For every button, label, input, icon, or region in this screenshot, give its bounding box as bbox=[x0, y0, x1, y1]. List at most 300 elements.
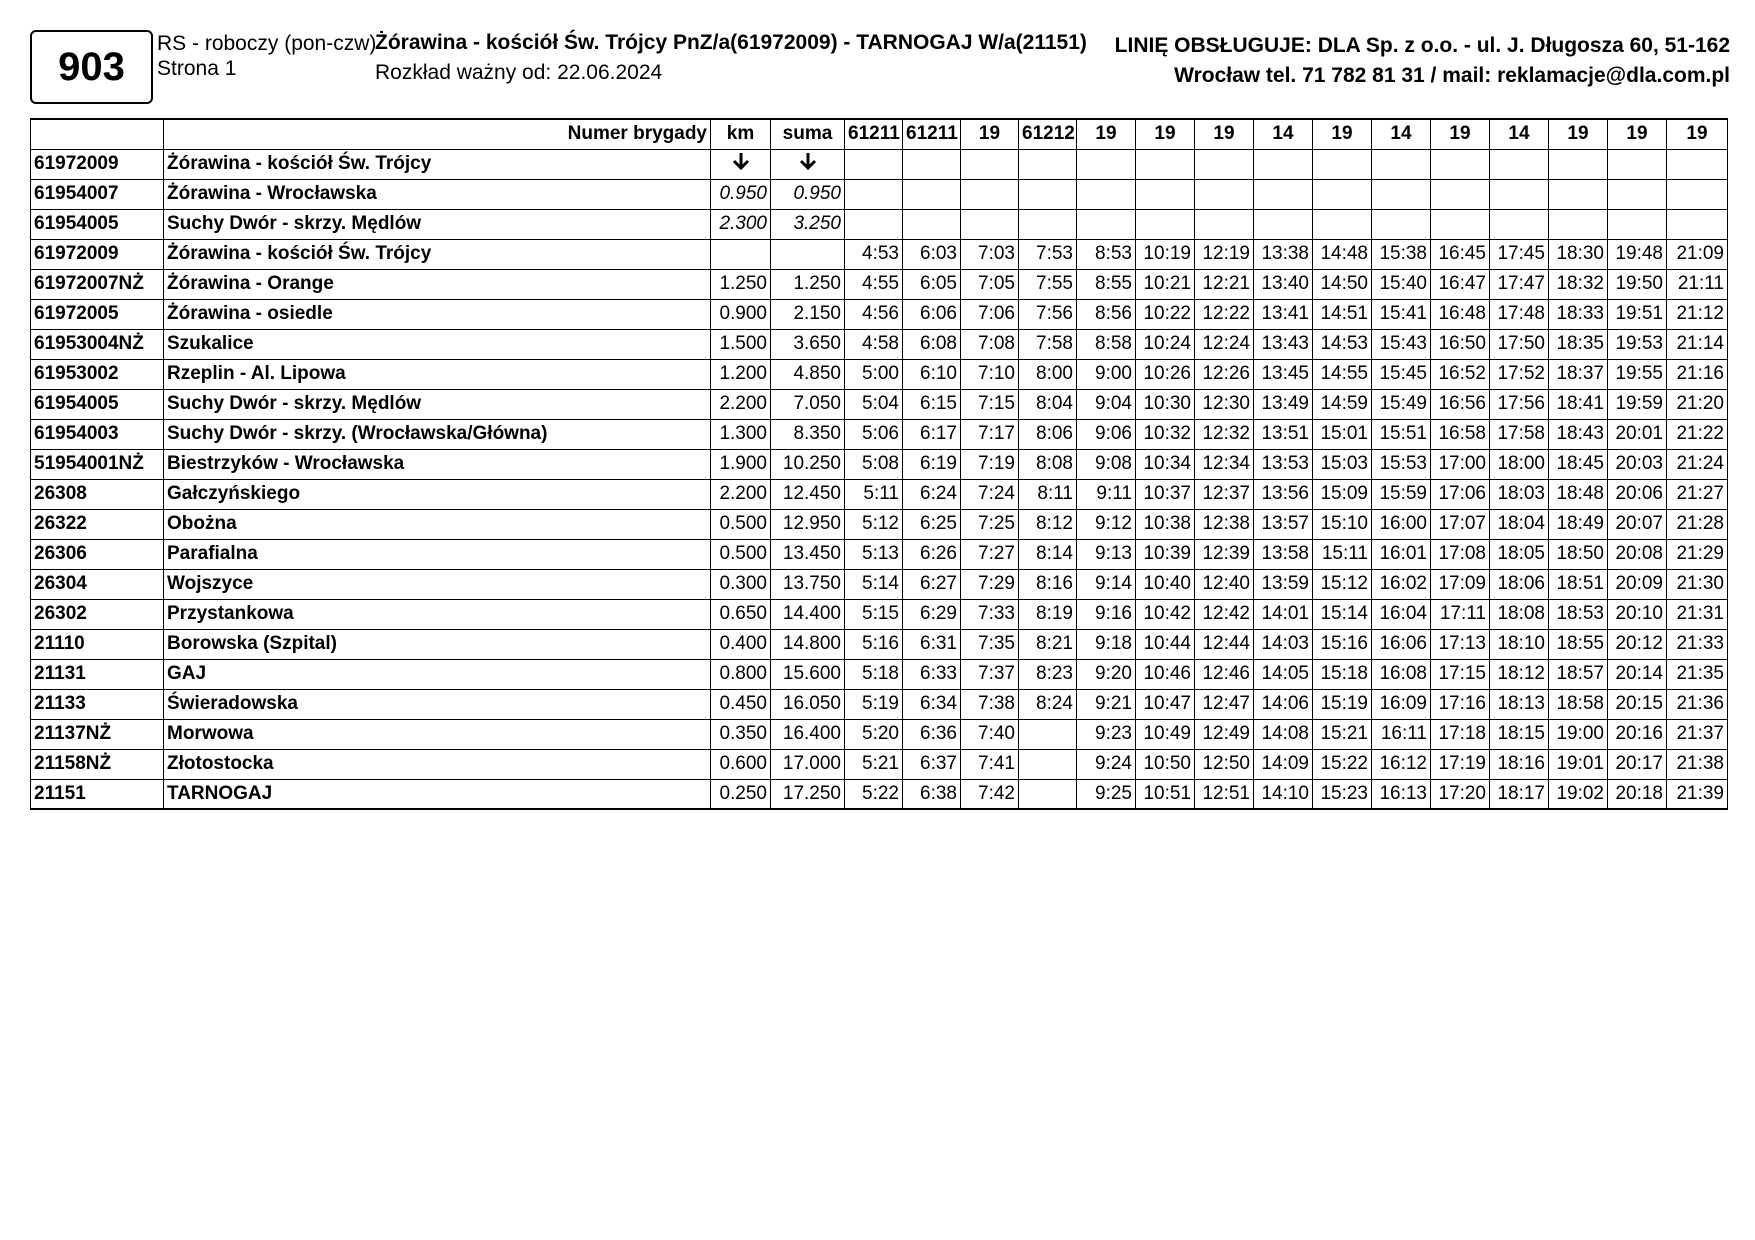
departure-time: 13:57 bbox=[1254, 509, 1313, 539]
departure-time: 6:05 bbox=[903, 269, 961, 299]
departure-time: 13:45 bbox=[1254, 359, 1313, 389]
departure-time: 21:20 bbox=[1667, 389, 1728, 419]
departure-time: 16:04 bbox=[1372, 599, 1431, 629]
departure-time: 14:03 bbox=[1254, 629, 1313, 659]
departure-time: 20:01 bbox=[1608, 419, 1667, 449]
departure-time bbox=[845, 179, 903, 209]
departure-time: 9:20 bbox=[1077, 659, 1136, 689]
departure-time: 18:03 bbox=[1490, 479, 1549, 509]
departure-time bbox=[1372, 209, 1431, 239]
departure-time bbox=[1431, 209, 1490, 239]
departure-time: 15:43 bbox=[1372, 329, 1431, 359]
stop-row bbox=[31, 629, 1728, 659]
departure-time: 4:56 bbox=[845, 299, 903, 329]
departure-time: 5:06 bbox=[845, 419, 903, 449]
departure-time: 6:27 bbox=[903, 569, 961, 599]
departure-time: 14:05 bbox=[1254, 659, 1313, 689]
departure-time: 7:17 bbox=[961, 419, 1019, 449]
departure-time: 7:42 bbox=[961, 779, 1019, 809]
stop-name: Rzeplin - Al. Lipowa bbox=[164, 359, 711, 389]
departure-time: 17:50 bbox=[1490, 329, 1549, 359]
stop-km: 2.200 bbox=[711, 389, 771, 419]
departure-time: 17:08 bbox=[1431, 539, 1490, 569]
departure-time bbox=[1254, 179, 1313, 209]
stop-id: 51954001NŻ bbox=[31, 449, 164, 479]
departure-time: 7:38 bbox=[961, 689, 1019, 719]
stop-km: 1.200 bbox=[711, 359, 771, 389]
departure-time: 15:23 bbox=[1313, 779, 1372, 809]
departure-time: 16:02 bbox=[1372, 569, 1431, 599]
departure-time bbox=[1667, 179, 1728, 209]
km-header: km bbox=[711, 119, 771, 149]
stop-id: 21151 bbox=[31, 779, 164, 809]
operator-info bbox=[1115, 31, 1730, 91]
brigade-number: 61211 bbox=[845, 119, 903, 149]
stop-id: 21133 bbox=[31, 689, 164, 719]
departure-time: 16:52 bbox=[1431, 359, 1490, 389]
departure-time: 18:05 bbox=[1490, 539, 1549, 569]
valid-from: Rozkład ważny od: 22.06.2024 bbox=[375, 61, 663, 84]
departure-time: 8:06 bbox=[1019, 419, 1077, 449]
departure-time: 17:06 bbox=[1431, 479, 1490, 509]
departure-time: 7:10 bbox=[961, 359, 1019, 389]
day-type-block bbox=[157, 31, 376, 81]
departure-time bbox=[1077, 209, 1136, 239]
stop-sum: 12.950 bbox=[771, 509, 845, 539]
stop-row bbox=[31, 149, 1728, 179]
stop-name: Obożna bbox=[164, 509, 711, 539]
stop-row bbox=[31, 659, 1728, 689]
stop-row bbox=[31, 539, 1728, 569]
departure-time: 6:25 bbox=[903, 509, 961, 539]
brigade-number: 19 bbox=[1608, 119, 1667, 149]
departure-time: 19:55 bbox=[1608, 359, 1667, 389]
stop-sum: 8.350 bbox=[771, 419, 845, 449]
departure-time: 18:17 bbox=[1490, 779, 1549, 809]
departure-time: 13:56 bbox=[1254, 479, 1313, 509]
departure-time bbox=[1019, 179, 1077, 209]
departure-time: 16:12 bbox=[1372, 749, 1431, 779]
departure-time: 4:55 bbox=[845, 269, 903, 299]
departure-time: 8:04 bbox=[1019, 389, 1077, 419]
departure-time: 9:21 bbox=[1077, 689, 1136, 719]
departure-time: 19:48 bbox=[1608, 239, 1667, 269]
departure-time: 15:09 bbox=[1313, 479, 1372, 509]
departure-time: 17:20 bbox=[1431, 779, 1490, 809]
departure-time: 15:16 bbox=[1313, 629, 1372, 659]
departure-time: 6:29 bbox=[903, 599, 961, 629]
departure-time: 7:25 bbox=[961, 509, 1019, 539]
stop-name: Parafialna bbox=[164, 539, 711, 569]
stop-sum: 7.050 bbox=[771, 389, 845, 419]
departure-time: 18:58 bbox=[1549, 689, 1608, 719]
departure-time: 16:11 bbox=[1372, 719, 1431, 749]
departure-time: 19:02 bbox=[1549, 779, 1608, 809]
departure-time: 16:47 bbox=[1431, 269, 1490, 299]
departure-time: 5:20 bbox=[845, 719, 903, 749]
stop-id: 21110 bbox=[31, 629, 164, 659]
departure-time: 12:51 bbox=[1195, 779, 1254, 809]
departure-time: 7:03 bbox=[961, 239, 1019, 269]
departure-time: 18:45 bbox=[1549, 449, 1608, 479]
departure-time: 18:53 bbox=[1549, 599, 1608, 629]
stop-name: Żórawina - osiedle bbox=[164, 299, 711, 329]
departure-time bbox=[1490, 149, 1549, 179]
departure-time: 8:56 bbox=[1077, 299, 1136, 329]
page-number: Strona 1 bbox=[157, 57, 237, 80]
stop-id: 61972009 bbox=[31, 149, 164, 179]
operator-line-2: Wrocław tel. 71 782 81 31 / mail: reklamacje@dla.com.pl bbox=[1174, 64, 1730, 87]
departure-time: 18:06 bbox=[1490, 569, 1549, 599]
departure-time: 6:10 bbox=[903, 359, 961, 389]
departure-time: 17:15 bbox=[1431, 659, 1490, 689]
brigade-number: 19 bbox=[1077, 119, 1136, 149]
departure-time bbox=[903, 179, 961, 209]
departure-time: 13:40 bbox=[1254, 269, 1313, 299]
stop-km: 0.450 bbox=[711, 689, 771, 719]
stop-name: Szukalice bbox=[164, 329, 711, 359]
departure-time bbox=[845, 209, 903, 239]
departure-time: 10:22 bbox=[1136, 299, 1195, 329]
departure-time: 16:06 bbox=[1372, 629, 1431, 659]
departure-time: 12:46 bbox=[1195, 659, 1254, 689]
route-title: Żórawina - kościół Św. Trójcy PnZ/a(61972009) - TARNOGAJ W/a(21151) bbox=[375, 31, 1087, 54]
departure-time: 5:04 bbox=[845, 389, 903, 419]
departure-time: 10:38 bbox=[1136, 509, 1195, 539]
departure-time: 7:33 bbox=[961, 599, 1019, 629]
stop-sum: 12.450 bbox=[771, 479, 845, 509]
departure-time: 14:55 bbox=[1313, 359, 1372, 389]
stop-km bbox=[711, 239, 771, 269]
departure-time: 16:00 bbox=[1372, 509, 1431, 539]
departure-time: 9:14 bbox=[1077, 569, 1136, 599]
departure-time: 10:42 bbox=[1136, 599, 1195, 629]
stop-row bbox=[31, 329, 1728, 359]
departure-time: 7:15 bbox=[961, 389, 1019, 419]
stop-name: Biestrzyków - Wrocławska bbox=[164, 449, 711, 479]
departure-time: 20:16 bbox=[1608, 719, 1667, 749]
stop-km: 0.500 bbox=[711, 539, 771, 569]
departure-time: 6:08 bbox=[903, 329, 961, 359]
departure-time: 8:00 bbox=[1019, 359, 1077, 389]
departure-time: 9:25 bbox=[1077, 779, 1136, 809]
departure-time: 16:01 bbox=[1372, 539, 1431, 569]
line-number: 903 bbox=[30, 30, 153, 104]
stop-sum: 3.250 bbox=[771, 209, 845, 239]
departure-time: 6:31 bbox=[903, 629, 961, 659]
departure-time: 18:37 bbox=[1549, 359, 1608, 389]
stop-row bbox=[31, 209, 1728, 239]
departure-time: 21:33 bbox=[1667, 629, 1728, 659]
departure-time: 12:34 bbox=[1195, 449, 1254, 479]
departure-time: 19:50 bbox=[1608, 269, 1667, 299]
departure-time: 20:10 bbox=[1608, 599, 1667, 629]
departure-time: 21:09 bbox=[1667, 239, 1728, 269]
departure-time: 20:15 bbox=[1608, 689, 1667, 719]
departure-time: 8:12 bbox=[1019, 509, 1077, 539]
departure-time: 17:00 bbox=[1431, 449, 1490, 479]
stop-id: 26322 bbox=[31, 509, 164, 539]
departure-time: 17:52 bbox=[1490, 359, 1549, 389]
departure-time bbox=[1608, 209, 1667, 239]
departure-time: 10:49 bbox=[1136, 719, 1195, 749]
stop-sum: 1.250 bbox=[771, 269, 845, 299]
stop-row bbox=[31, 749, 1728, 779]
stop-km: 1.900 bbox=[711, 449, 771, 479]
stop-sum: 15.600 bbox=[771, 659, 845, 689]
departure-time: 9:08 bbox=[1077, 449, 1136, 479]
stop-id: 61953004NŻ bbox=[31, 329, 164, 359]
departure-time: 13:43 bbox=[1254, 329, 1313, 359]
stop-km: 0.600 bbox=[711, 749, 771, 779]
departure-time: 16:56 bbox=[1431, 389, 1490, 419]
departure-time: 13:51 bbox=[1254, 419, 1313, 449]
stop-sum: 16.050 bbox=[771, 689, 845, 719]
stop-sum bbox=[771, 239, 845, 269]
stop-id: 26302 bbox=[31, 599, 164, 629]
stop-sum: 0.950 bbox=[771, 179, 845, 209]
departure-time bbox=[1019, 779, 1077, 809]
departure-time: 8:16 bbox=[1019, 569, 1077, 599]
departure-time bbox=[1077, 149, 1136, 179]
operator-line-1: LINIĘ OBSŁUGUJE: DLA Sp. z o.o. - ul. J. Długosza 60, 51-162 bbox=[1114, 34, 1730, 57]
stop-id: 21137NŻ bbox=[31, 719, 164, 749]
stop-name: GAJ bbox=[164, 659, 711, 689]
departure-time bbox=[1608, 149, 1667, 179]
departure-time: 18:43 bbox=[1549, 419, 1608, 449]
departure-time: 15:01 bbox=[1313, 419, 1372, 449]
departure-time: 12:26 bbox=[1195, 359, 1254, 389]
stop-name: Żórawina - kościół Św. Trójcy bbox=[164, 149, 711, 179]
departure-time bbox=[1019, 719, 1077, 749]
departure-time: 17:48 bbox=[1490, 299, 1549, 329]
brigade-label: Numer brygady bbox=[164, 119, 711, 149]
departure-time: 12:44 bbox=[1195, 629, 1254, 659]
departure-time: 8:11 bbox=[1019, 479, 1077, 509]
stop-sum: 2.150 bbox=[771, 299, 845, 329]
departure-time: 20:17 bbox=[1608, 749, 1667, 779]
departure-time: 17:18 bbox=[1431, 719, 1490, 749]
departure-time bbox=[1136, 149, 1195, 179]
departure-time: 6:36 bbox=[903, 719, 961, 749]
departure-time: 8:21 bbox=[1019, 629, 1077, 659]
departure-time: 18:48 bbox=[1549, 479, 1608, 509]
departure-time bbox=[1019, 149, 1077, 179]
departure-time bbox=[961, 209, 1019, 239]
departure-time: 17:09 bbox=[1431, 569, 1490, 599]
departure-time: 17:56 bbox=[1490, 389, 1549, 419]
stop-sum: 16.400 bbox=[771, 719, 845, 749]
departure-time: 10:39 bbox=[1136, 539, 1195, 569]
departure-time: 12:39 bbox=[1195, 539, 1254, 569]
departure-time: 14:01 bbox=[1254, 599, 1313, 629]
stop-id: 61954003 bbox=[31, 419, 164, 449]
stop-id: 61953002 bbox=[31, 359, 164, 389]
departure-time: 18:35 bbox=[1549, 329, 1608, 359]
departure-time: 20:03 bbox=[1608, 449, 1667, 479]
departure-time bbox=[1019, 209, 1077, 239]
departure-time bbox=[1549, 209, 1608, 239]
departure-time: 12:24 bbox=[1195, 329, 1254, 359]
departure-time: 5:18 bbox=[845, 659, 903, 689]
departure-time: 21:16 bbox=[1667, 359, 1728, 389]
stop-id: 61954005 bbox=[31, 389, 164, 419]
stop-row bbox=[31, 569, 1728, 599]
departure-time: 14:09 bbox=[1254, 749, 1313, 779]
departure-time: 15:49 bbox=[1372, 389, 1431, 419]
departure-time: 8:23 bbox=[1019, 659, 1077, 689]
stop-name: Przystankowa bbox=[164, 599, 711, 629]
departure-time: 17:19 bbox=[1431, 749, 1490, 779]
departure-time: 6:37 bbox=[903, 749, 961, 779]
departure-time bbox=[1313, 209, 1372, 239]
departure-time: 8:58 bbox=[1077, 329, 1136, 359]
departure-time: 14:53 bbox=[1313, 329, 1372, 359]
departure-time: 15:21 bbox=[1313, 719, 1372, 749]
departure-time bbox=[1431, 179, 1490, 209]
departure-time: 20:09 bbox=[1608, 569, 1667, 599]
departure-time: 9:18 bbox=[1077, 629, 1136, 659]
stop-km: 0.950 bbox=[711, 179, 771, 209]
departure-time: 18:51 bbox=[1549, 569, 1608, 599]
departure-time: 18:00 bbox=[1490, 449, 1549, 479]
departure-time: 13:59 bbox=[1254, 569, 1313, 599]
departure-time bbox=[961, 179, 1019, 209]
departure-time: 8:14 bbox=[1019, 539, 1077, 569]
departure-time bbox=[1313, 149, 1372, 179]
departure-time: 15:19 bbox=[1313, 689, 1372, 719]
departure-time: 7:19 bbox=[961, 449, 1019, 479]
stop-row bbox=[31, 509, 1728, 539]
departure-time: 10:47 bbox=[1136, 689, 1195, 719]
departure-time: 6:15 bbox=[903, 389, 961, 419]
departure-time: 9:06 bbox=[1077, 419, 1136, 449]
stop-sum: 14.800 bbox=[771, 629, 845, 659]
departure-time: 15:03 bbox=[1313, 449, 1372, 479]
stop-row bbox=[31, 239, 1728, 269]
stop-sum: 13.750 bbox=[771, 569, 845, 599]
stop-row bbox=[31, 719, 1728, 749]
departure-time: 10:34 bbox=[1136, 449, 1195, 479]
departure-time: 7:24 bbox=[961, 479, 1019, 509]
departure-time bbox=[903, 209, 961, 239]
departure-time: 5:19 bbox=[845, 689, 903, 719]
departure-time: 7:40 bbox=[961, 719, 1019, 749]
brigade-number: 61211 bbox=[903, 119, 961, 149]
departure-time: 5:00 bbox=[845, 359, 903, 389]
stop-sum: 17.250 bbox=[771, 779, 845, 809]
departure-time: 15:59 bbox=[1372, 479, 1431, 509]
departure-time bbox=[1313, 179, 1372, 209]
departure-time bbox=[1667, 209, 1728, 239]
departure-time: 6:34 bbox=[903, 689, 961, 719]
stop-id: 21131 bbox=[31, 659, 164, 689]
departure-time: 16:50 bbox=[1431, 329, 1490, 359]
departure-time bbox=[1431, 149, 1490, 179]
departure-time bbox=[1608, 179, 1667, 209]
departure-time: 15:41 bbox=[1372, 299, 1431, 329]
departure-time: 5:22 bbox=[845, 779, 903, 809]
departure-time: 7:05 bbox=[961, 269, 1019, 299]
departure-time: 15:12 bbox=[1313, 569, 1372, 599]
departure-time: 6:19 bbox=[903, 449, 961, 479]
departure-time: 16:13 bbox=[1372, 779, 1431, 809]
departure-time: 19:51 bbox=[1608, 299, 1667, 329]
departure-time bbox=[1667, 149, 1728, 179]
departure-time: 6:24 bbox=[903, 479, 961, 509]
departure-time: 10:40 bbox=[1136, 569, 1195, 599]
stop-name: Morwowa bbox=[164, 719, 711, 749]
departure-time: 21:11 bbox=[1667, 269, 1728, 299]
departure-time bbox=[1549, 149, 1608, 179]
departure-time: 20:18 bbox=[1608, 779, 1667, 809]
departure-time: 18:04 bbox=[1490, 509, 1549, 539]
departure-time bbox=[1549, 179, 1608, 209]
departure-time: 5:21 bbox=[845, 749, 903, 779]
stop-sum: 13.450 bbox=[771, 539, 845, 569]
departure-time: 18:16 bbox=[1490, 749, 1549, 779]
stop-name: Świeradowska bbox=[164, 689, 711, 719]
departure-time: 18:33 bbox=[1549, 299, 1608, 329]
timetable bbox=[30, 118, 1728, 810]
departure-time: 12:40 bbox=[1195, 569, 1254, 599]
departure-time: 14:10 bbox=[1254, 779, 1313, 809]
departure-time: 6:26 bbox=[903, 539, 961, 569]
stop-row bbox=[31, 299, 1728, 329]
departure-time: 10:24 bbox=[1136, 329, 1195, 359]
stop-row bbox=[31, 359, 1728, 389]
stop-name: Wojszyce bbox=[164, 569, 711, 599]
brigade-number: 19 bbox=[1136, 119, 1195, 149]
departure-time: 21:31 bbox=[1667, 599, 1728, 629]
header-id-cell bbox=[31, 119, 164, 149]
stop-sum: 4.850 bbox=[771, 359, 845, 389]
down-arrow-icon bbox=[732, 151, 750, 177]
stop-row bbox=[31, 389, 1728, 419]
departure-time: 18:12 bbox=[1490, 659, 1549, 689]
departure-time: 5:14 bbox=[845, 569, 903, 599]
stop-km: 0.250 bbox=[711, 779, 771, 809]
stop-id: 61972005 bbox=[31, 299, 164, 329]
stop-row bbox=[31, 779, 1728, 809]
departure-time: 9:24 bbox=[1077, 749, 1136, 779]
departure-time bbox=[1254, 209, 1313, 239]
departure-time: 9:00 bbox=[1077, 359, 1136, 389]
departure-time: 12:42 bbox=[1195, 599, 1254, 629]
departure-time: 7:55 bbox=[1019, 269, 1077, 299]
departure-time: 6:33 bbox=[903, 659, 961, 689]
departure-time: 9:16 bbox=[1077, 599, 1136, 629]
departure-time: 10:32 bbox=[1136, 419, 1195, 449]
brigade-number: 19 bbox=[1313, 119, 1372, 149]
departure-time: 10:30 bbox=[1136, 389, 1195, 419]
departure-time: 15:18 bbox=[1313, 659, 1372, 689]
departure-time: 5:08 bbox=[845, 449, 903, 479]
departure-time: 4:53 bbox=[845, 239, 903, 269]
departure-time: 17:13 bbox=[1431, 629, 1490, 659]
departure-time: 16:58 bbox=[1431, 419, 1490, 449]
departure-time bbox=[1490, 209, 1549, 239]
departure-time: 7:35 bbox=[961, 629, 1019, 659]
stop-km: 2.200 bbox=[711, 479, 771, 509]
departure-time: 18:10 bbox=[1490, 629, 1549, 659]
departure-time: 21:29 bbox=[1667, 539, 1728, 569]
departure-time: 13:41 bbox=[1254, 299, 1313, 329]
brigade-number: 61212 bbox=[1019, 119, 1077, 149]
down-arrow-icon bbox=[799, 151, 817, 177]
stop-km: 0.500 bbox=[711, 509, 771, 539]
departure-time bbox=[961, 149, 1019, 179]
